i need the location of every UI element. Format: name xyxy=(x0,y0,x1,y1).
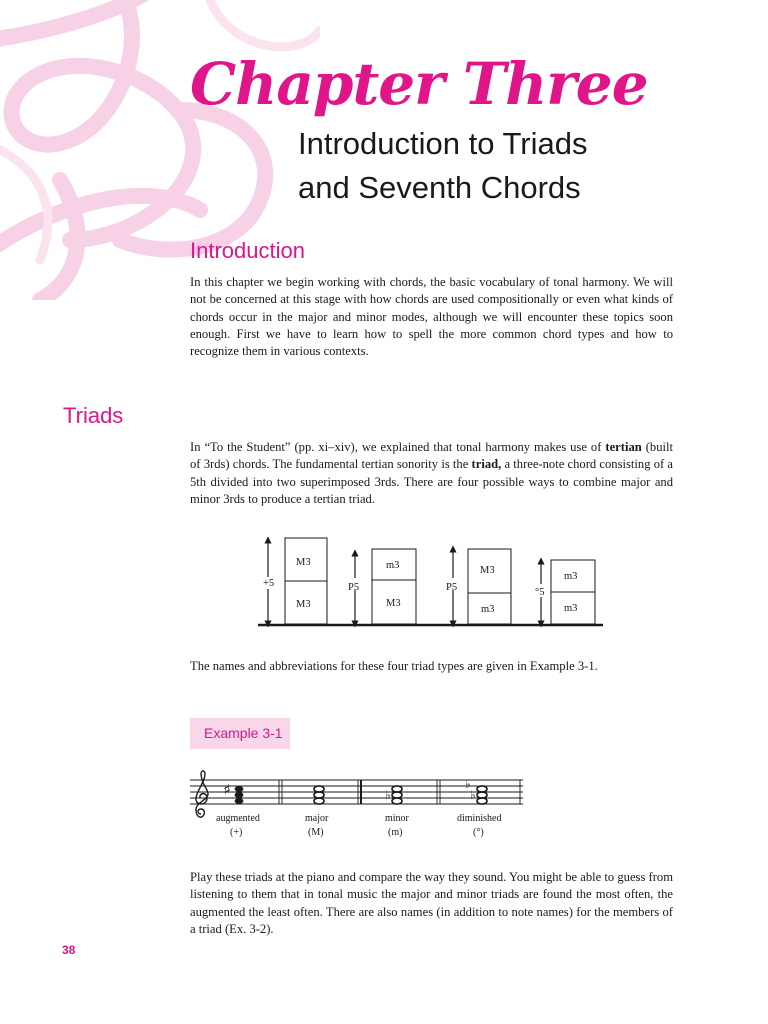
chord-abbr-minor: (m) xyxy=(388,827,403,838)
chord-name-augmented: augmented xyxy=(216,813,260,824)
lower-third-label: M3 xyxy=(386,598,401,609)
upper-third-label: m3 xyxy=(564,571,578,582)
chord-augmented xyxy=(224,782,243,804)
upper-third-label: M3 xyxy=(296,557,311,568)
lower-third-label: M3 xyxy=(296,599,311,610)
upper-third-label: M3 xyxy=(480,565,495,576)
names-paragraph: The names and abbreviations for these four triad types are given in Example 3-1. xyxy=(190,659,598,673)
chord-minor xyxy=(385,786,402,804)
chord-major xyxy=(314,786,324,804)
triads-paragraph xyxy=(190,439,673,508)
interval-stack-augmented xyxy=(263,538,327,624)
fifth-label: °5 xyxy=(535,587,545,598)
triads-heading: Triads xyxy=(63,403,124,428)
chord-abbr-augmented: (+) xyxy=(230,827,243,838)
chapter-label: Chapter Three xyxy=(190,50,648,118)
interval-stack-minor xyxy=(446,549,511,624)
flat-accidental: ♭ xyxy=(465,777,471,791)
upper-third-label: m3 xyxy=(386,560,400,571)
term-triad: triad, xyxy=(471,457,502,472)
chord-abbr-diminished: (°) xyxy=(473,827,484,838)
treble-clef-icon xyxy=(196,771,208,817)
interval-stack-diminished xyxy=(535,560,595,624)
triads-text-part2: (built of 3rds) chords. The fundamental tertian sonority is the xyxy=(190,440,673,472)
fifth-label: P5 xyxy=(348,582,360,593)
term-tertian: tertian xyxy=(605,440,642,454)
music-staff-example xyxy=(189,770,529,842)
chord-diminished xyxy=(465,777,487,804)
introduction-paragraph: In this chapter we begin working with chords, the basic vocabulary of tonal harmony. We will not be concerned at this stage with how chords are used compositionally or even what kinds of chords occur in the major and minor modes, although we will encounter these topics soon enough. First we have to learn how to spell the more common chord types and how to recognize them in various contexts. xyxy=(190,275,673,359)
flat-accidental: ♭ xyxy=(385,788,391,802)
chord-name-minor: minor xyxy=(385,813,409,824)
flat-accidental: ♭ xyxy=(470,788,476,802)
fifth-label: +5 xyxy=(263,578,275,589)
triads-text-part1: In “To the Student” (pp. xi–xiv), we explained that tonal harmony makes use of xyxy=(190,440,606,454)
lower-third-label: m3 xyxy=(481,604,495,615)
lower-third-label: m3 xyxy=(564,603,578,614)
example-label-box xyxy=(190,718,290,749)
chapter-title-line1: Introduction to Triads xyxy=(298,126,588,161)
chapter-title-line2: and Seventh Chords xyxy=(298,170,581,205)
sharp-accidental: ♯ xyxy=(224,782,230,796)
chord-abbr-major: (M) xyxy=(308,827,324,838)
chapter-title xyxy=(298,122,588,210)
interval-stack-major xyxy=(348,549,416,624)
triads-text-part3: a three-note chord consisting of a 5th divided into two superimposed 3rds. There are four possible ways to combine major and minor 3rds to produce a tertian triad. xyxy=(190,457,673,506)
chord-name-major: major xyxy=(305,813,329,824)
fifth-label: P5 xyxy=(446,582,458,593)
example-label: Example 3-1 xyxy=(204,725,283,741)
closing-paragraph: Play these triads at the piano and compare the way they sound. You might be able to guess from listening to them that in tonal music the major and minor triads are found the most often, the augmented the least often. There are also names (in addition to note names) for the members of a triad (Ex. 3-2). xyxy=(190,870,673,936)
page-number: 38 xyxy=(62,943,76,957)
triad-interval-diagram xyxy=(256,534,606,634)
chord-name-diminished: diminished xyxy=(457,813,502,824)
introduction-heading: Introduction xyxy=(190,238,305,263)
